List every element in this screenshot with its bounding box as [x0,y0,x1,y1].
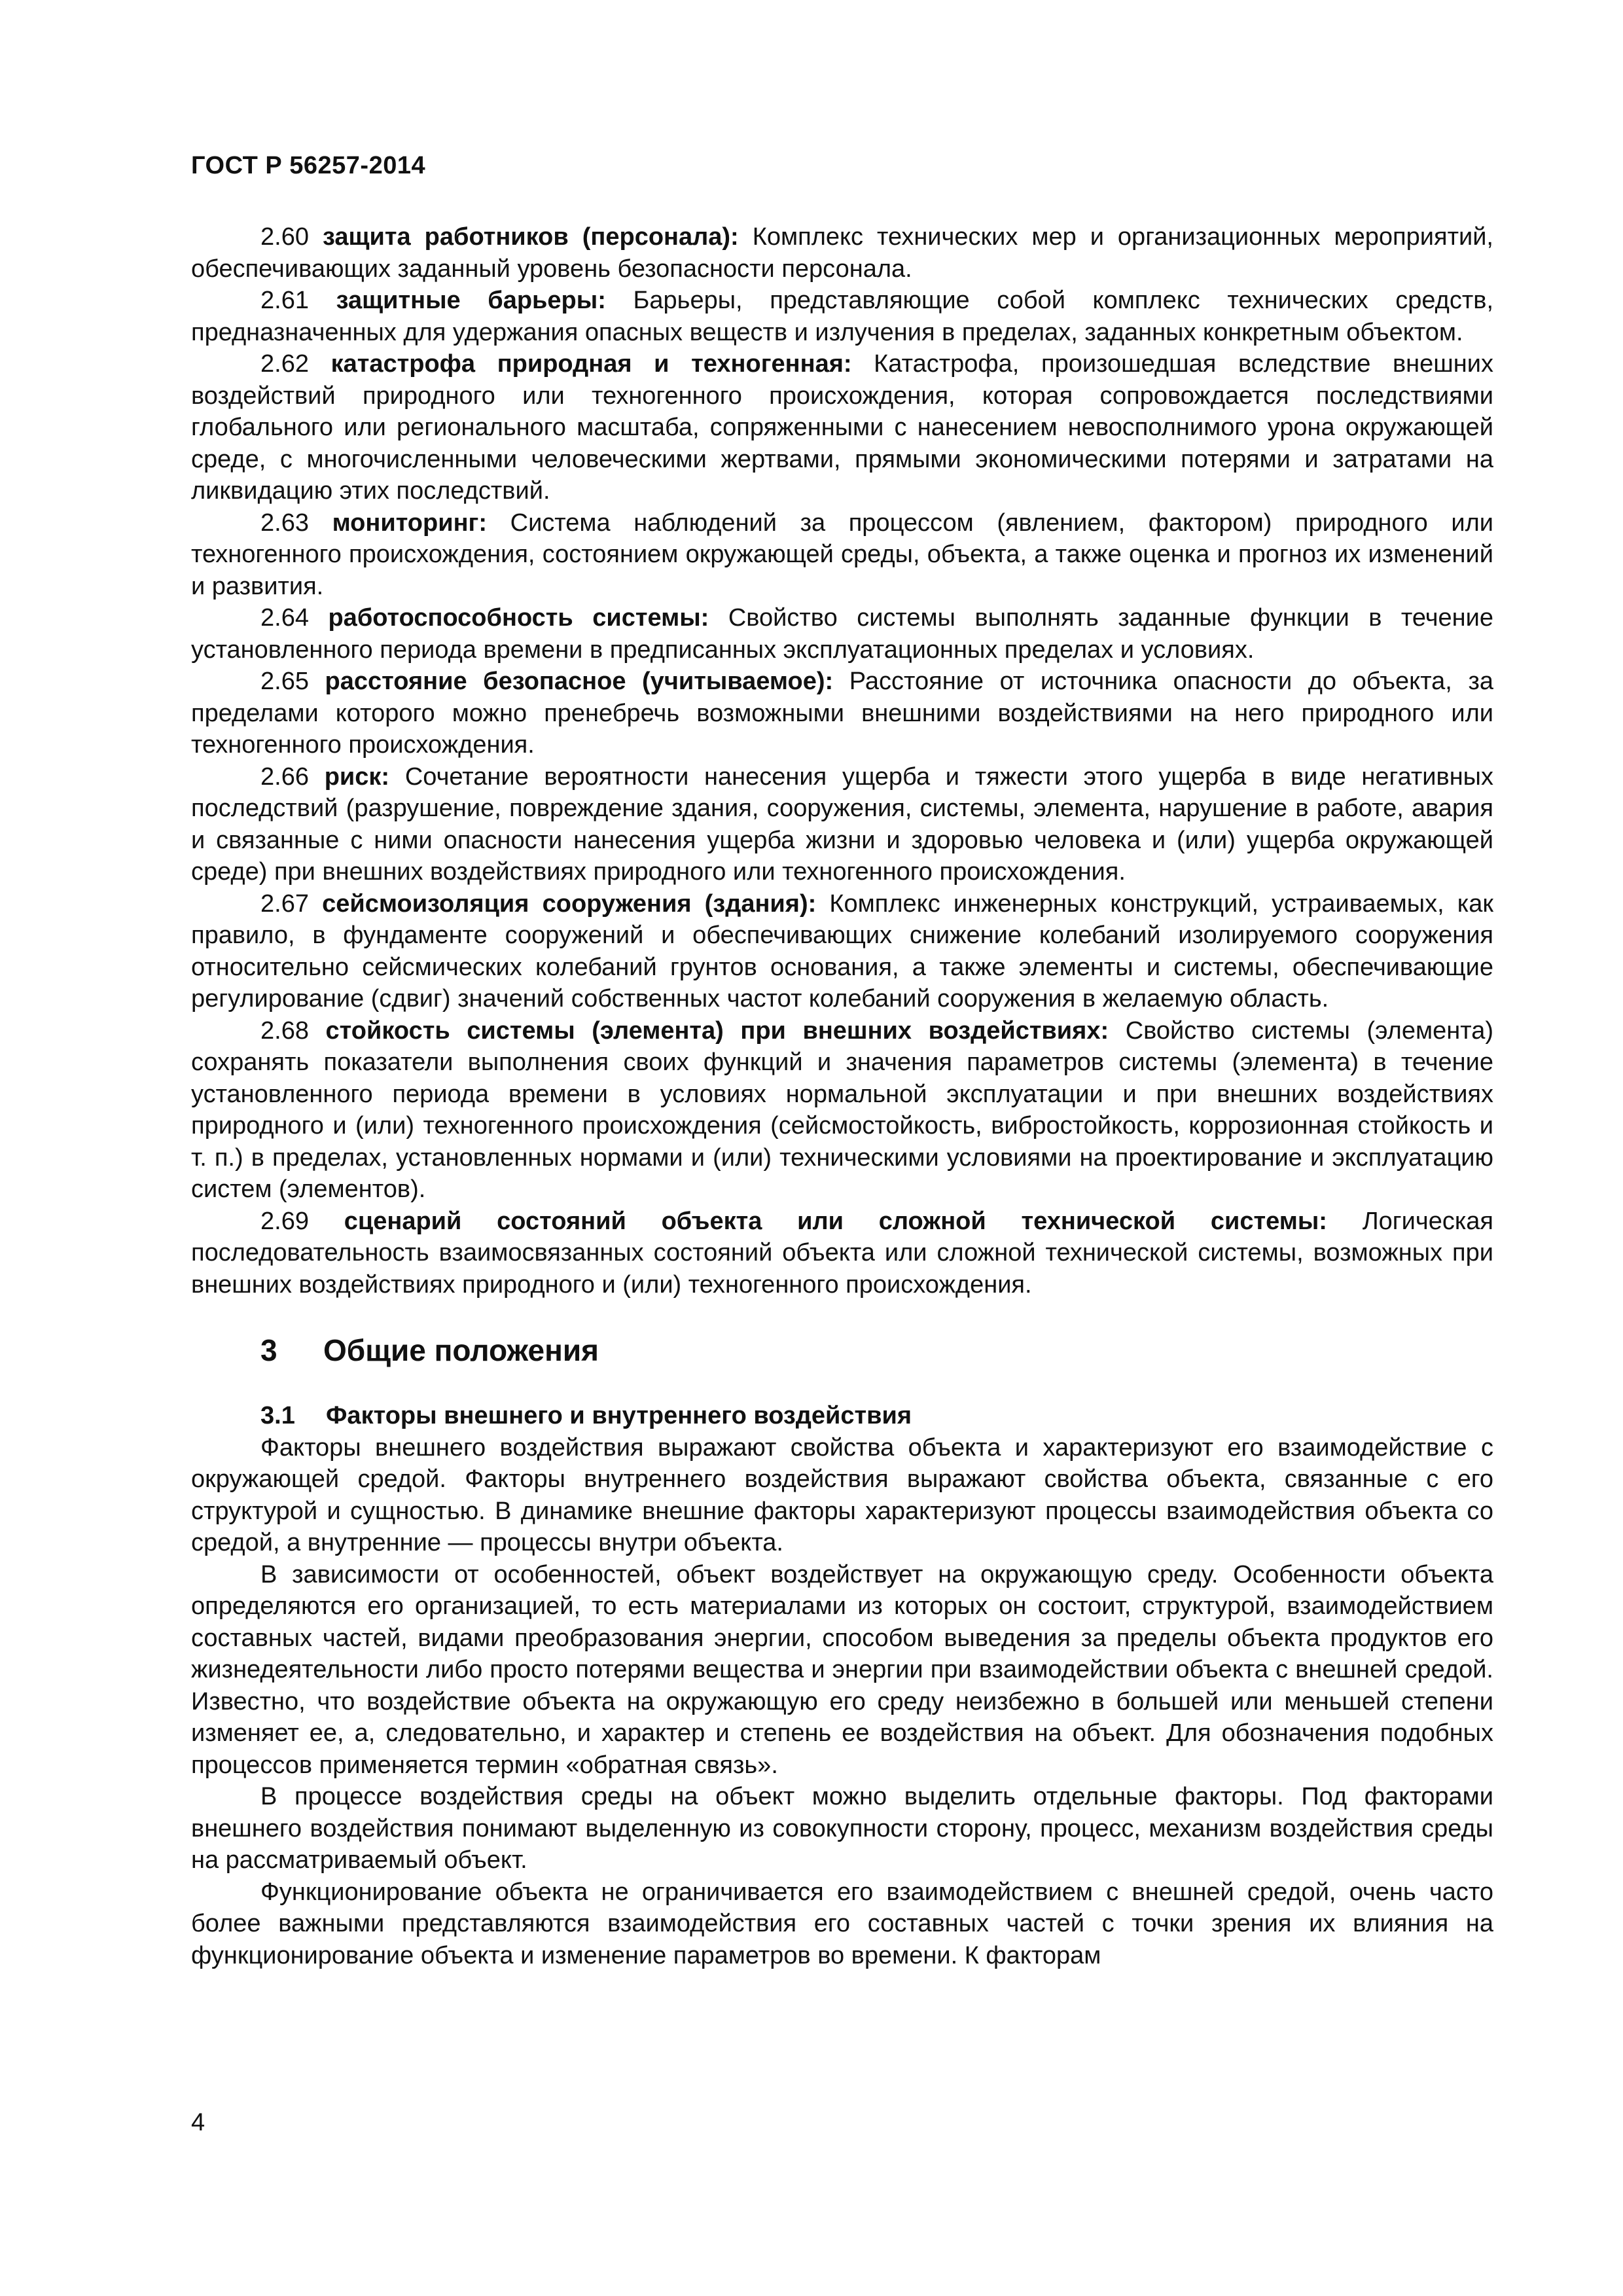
definition-term: сценарий состояний объекта или сложной технической системы: [344,1207,1327,1235]
definition-2-60 [191,221,1493,285]
definition-term: защита работников (персонала): [322,223,739,251]
definition-2-66 [191,761,1493,888]
subsection-title: Факторы внешнего и внутреннего воздействия [326,1402,912,1429]
definition-number: 2.61 [260,287,309,314]
definition-text: Свойство системы выполнять заданные функции в течение установленного периода времени в предписанных эксплуатационных пределах и условиях. [191,604,1494,664]
definition-term: стойкость системы (элемента) при внешних воздействиях: [325,1016,1109,1045]
definition-2-62 [191,348,1493,507]
definition-2-61 [191,285,1493,348]
definition-2-63 [191,507,1493,603]
definition-2-64 [191,602,1493,666]
definition-text: Комплекс технических мер и организационных мероприятий, обеспечивающих заданный уровень безопасности персонала. [191,223,1493,283]
definition-term: защитные барьеры: [336,287,606,314]
page-number: 4 [191,2109,205,2136]
definition-number: 2.68 [260,1016,309,1045]
definition-number: 2.60 [260,223,309,251]
definition-text: Комплекс инженерных конструкций, устраиваемых, как правило, в фундаменте сооружений и обеспечивающих снижение колебаний изолируемого сооружения относительно сейсмических колебаний грунтов основания, а также элементы и системы, обеспечивающие регулирование (сдвиг) значений собственных частот колебаний сооружения в желаемую область. [191,889,1493,1013]
definition-number: 2.64 [260,604,309,632]
section-title: Общие положения [323,1333,599,1367]
definition-2-69 [191,1206,1493,1301]
section-number: 3 [260,1333,277,1367]
definition-number: 2.62 [260,350,309,378]
body-paragraph: Факторы внешнего воздействия выражают свойства объекта и характеризуют его взаимодействие с окружающей средой. Факторы внутреннего воздействия выражают свойства объекта, связанные с его структурой и сущностью. В динамике внешние факторы характеризуют процессы взаимодействия объекта со средой, а внутренние — процессы внутри объекта. [191,1433,1493,1556]
definition-number: 2.65 [260,668,309,695]
section-heading [260,1332,1493,1369]
definition-term: сейсмоизоляция сооружения (здания): [322,889,817,918]
definition-2-68 [191,1015,1493,1206]
definition-text: Катастрофа, произошедшая вследствие внешних воздействий природного или техногенного происхождения, которая сопровождается последствиями глобального или регионального масштаба, сопряженными с нанесением невосполнимого урона окружающей среде, с многочисленными человеческими жертвами, прямыми экономическими потерями и затратами на ликвидацию этих последствий. [191,350,1493,505]
body-paragraph: В зависимости от особенностей, объект воздействует на окружающую среду. Особенности объекта определяются его организацией, то есть материалами из которых он состоит, структурой, взаимодействием составных частей, видами преобразования энергии, способом выведения за пределы объекта продуктов его жизнедеятельности либо просто потерями вещества и энергии при взаимодействии объекта с внешней средой. Известно, что воздействие объекта на окружающую его среду неизбежно в большей или меньшей степени изменяет ее, а, следовательно, и характер и степень ее воздействия на объект. Для обозначения подобных процессов применяется термин «обратная связь». [191,1560,1493,1779]
definition-2-67 [191,888,1493,1015]
definition-term: работоспособность системы: [328,604,709,632]
body-paragraph: Функционирование объекта не ограничивается его взаимодействием с внешней средой, очень часто более важными представляются взаимодействия его составных частей с точки зрения их влияния на функционирование объекта и изменение параметров во времени. К факторам [191,1878,1493,1969]
definition-text: Сочетание вероятности нанесения ущерба и тяжести этого ущерба в виде негативных последствий (разрушение, повреждение здания, сооружения, системы, элемента, нарушение в работе, авария и связанные с ними опасности нанесения ущерба жизни и здоровью человека и (или) ущерба окружающей среде) при внешних воздействиях природного или техногенного происхождения. [191,762,1493,886]
definition-term: катастрофа природная и техногенная: [330,350,852,378]
body-paragraph: В процессе воздействия среды на объект можно выделить отдельные факторы. Под факторами внешнего воздействия понимают выделенную из совокупности сторону, процесс, механизм воздействия среды на рассматриваемый объект. [191,1783,1493,1874]
definition-text: Расстояние от источника опасности до объекта, за пределами которого можно пренебречь возможными внешними воздействиями на него природного или техногенного происхождения. [191,668,1494,759]
definition-text: Система наблюдений за процессом (явлением, фактором) природного или техногенного происхождения, состоянием окружающей среды, объекта, а также оценка и прогноз их изменений и развития. [191,509,1494,600]
definition-number: 2.66 [260,762,309,791]
definition-text: Барьеры, представляющие собой комплекс технических средств, предназначенных для удержания опасных веществ и излучения в пределах, заданных конкретным объектом. [191,287,1493,346]
definition-number: 2.69 [260,1207,309,1235]
definition-term: расстояние безопасное (учитываемое): [325,668,834,695]
definition-term: риск: [324,762,390,791]
definition-text: Логическая последовательность взаимосвязанных состояний объекта или сложной технической системы, возможных при внешних воздействиях природного и (или) техногенного происхождения. [191,1207,1493,1299]
definition-2-65 [191,666,1493,761]
definition-text: Свойство системы (элемента) сохранять показатели выполнения своих функций и значения параметров системы (элемента) в течение установленного периода времени в условиях нормальной эксплуатации и при внешних воздействиях природного и (или) техногенного происхождения (сейсмостойкость, вибростойкость, коррозионная стойкость и т. п.) в пределах, установленных нормами и (или) техническими условиями на проектирование и эксплуатацию систем (элементов). [191,1016,1494,1203]
page-content [191,221,1493,1971]
document-code-header: ГОСТ Р 56257-2014 [191,152,426,179]
subsection-heading [260,1400,1493,1432]
definition-number: 2.67 [260,889,309,918]
definition-term: мониторинг: [332,509,488,537]
definition-number: 2.63 [260,509,309,537]
subsection-number: 3.1 [260,1402,295,1429]
